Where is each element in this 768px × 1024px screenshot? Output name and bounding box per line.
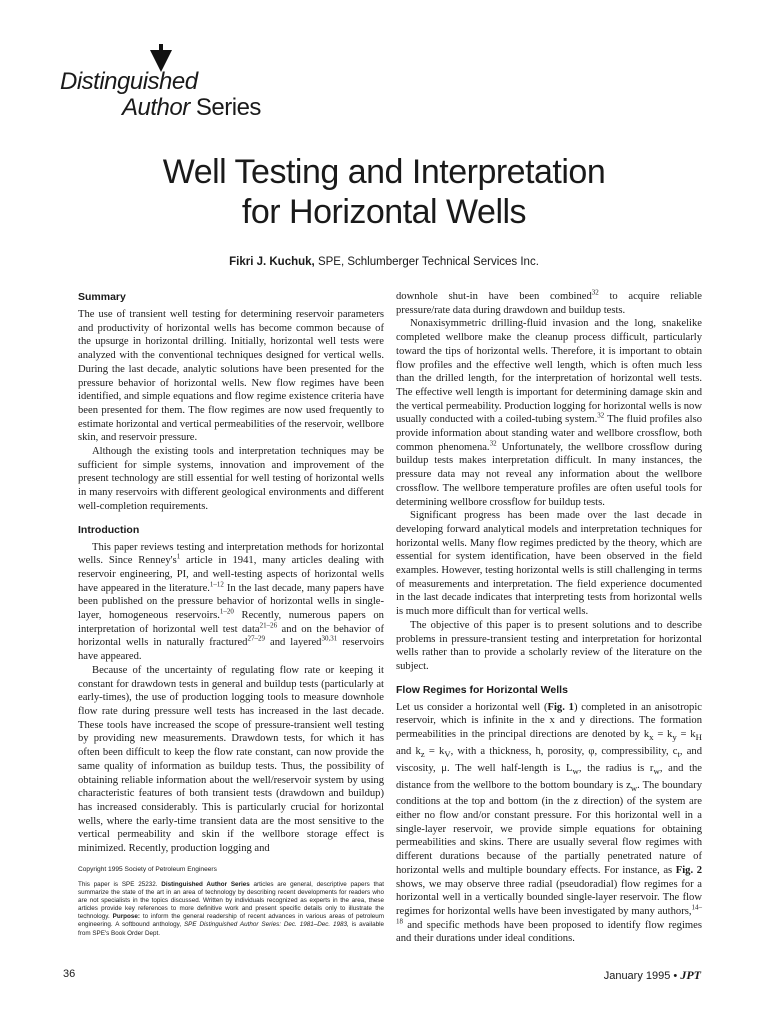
- journal-footer: [604, 968, 701, 983]
- series-title-line1: Distinguished: [60, 68, 198, 95]
- flow-regimes-heading: Flow Regimes for Horizontal Wells: [396, 683, 568, 696]
- copyright-notice: Copyright 1995 Society of Petroleum Engineers: [78, 865, 217, 873]
- series-series-word: Series: [189, 94, 261, 121]
- continued-paragraph: downhole shut-in have been combined$^{32}$ to acquire reliable pressure/rate data during drawdown and buildup tests.: [396, 288, 702, 316]
- page-number: 36: [63, 968, 76, 980]
- summary-paragraph-1: The use of transient well testing for determining reservoir parameters and productivity of horizontal wells has become common because of the upsurge in horizontal drilling. Initially, horizontal well tests were analyzed with the conventional techniques designed for vertical wells. During the last decade, analytic solutions have been presented for the pressure behavior of horizontal wells. New flow regimes have been identified, and simple equations and flow regime existence criteria have been presented for them. The flow regimes are now used frequently to estimate horizontal and vertical permeabilities of the reservoir, wellbore skin, and reservoir pressure.: [78, 309, 384, 444]
- series-title-line2: [122, 94, 261, 122]
- author-name: Fikri J. Kuchuk,: [229, 256, 315, 268]
- wellbore-paragraph: Nonaxisymmetric drilling-fluid invasion and the long, snakelike completed wellbore make the cleanup process difficult, particularly toward the tips of horizontal wells. Therefore, it is important to obtain flow profiles and the effective well length, which is often much less than the drilled length, for the interpretation of horizontal well tests. The effective well length is important for determining damage skin and the vertical permeability. Production logging for horizontal wells is now usually conducted with a coiled-tubing system.$^{32}$ The fluid profiles also provide information about standing water and wellbore crossflow, both common phenomena.$^{32}$ Unfortunately, the wellbore crossflow during buildup tests makes interpretation difficult. In many instances, the pressure data may not reveal any information about the wellbore crossflow. The wellbore temperature profiles are often useful tools for determining wellbore crossflow for buildup tests.: [396, 318, 703, 508]
- title-line1: Well Testing and Interpretation: [162, 153, 606, 191]
- summary-paragraph-2: Although the existing tools and interpretation techniques may be sufficient for simple systems, innovation and improvement of the present technology are still essential for well testing of horizontal wells in many reservoirs with different geological environments and different well-completion requirements.: [78, 446, 384, 512]
- fig1-reference[interactable]: Fig. 1: [547, 701, 574, 713]
- author-affiliation: SPE, Schlumberger Technical Services Inc.: [314, 256, 539, 268]
- introduction-heading: Introduction: [78, 523, 140, 536]
- objective-paragraph: The objective of this paper is to present solutions and to describe problems in pressure-transient testing and interpretation for horizontal wells rather than to provide a scholarly review of the literature on the subject.: [396, 619, 702, 672]
- article-title: [0, 152, 768, 232]
- title-line2: for Horizontal Wells: [241, 193, 527, 231]
- series-author-word: Author: [122, 94, 190, 121]
- right-column: [396, 290, 702, 946]
- series-logo: [60, 50, 320, 130]
- flow-regimes-paragraph: Let us consider a horizontal well (Fig. 1) completed in an anisotropic reservoir, which is infinite in the x and y directions. The formation permeabilities in the principal directions are denoted by $k_x = k_y = k_H$ and $k_z = k_V$, with a thickness, h, porosity, φ, compressibility, $c_t$, and viscosity, μ. The well half-length is $L_w$, the radius is $r_w$, and the distance from the wellbore to the bottom boundary is $z_w$. The boundary conditions at the top and bottom (in the z direction) of the system are either no flow and/or constant pressure. For this horizontal well in a single-layer reservoir, we provide simple equations for obtaining permeabilities and skins. There are usually several flow regimes with different durations because of the partially penetrated nature of horizontal wells and multiple boundary effects. For instance, as Fig. 2 shows, we may observe three radial (pseudoradial) flow regimes for a horizontal well in a vertically bounded single-layer reservoir. The flow regimes for horizontal wells have been investigated by many authors,$^{14-18}$ and specific methods have been proposed to identify flow regimes and their durations under ideal conditions.: [396, 701, 703, 945]
- intro-paragraph-2: Because of the uncertainty of regulating flow rate or keeping it constant for drawdown tests in general and buildup tests (particularly at early-times), the use of production logging tools to measure downhole flow rate during pressure well tests has increased in the last decade. These tools have increased the scope of pressure-transient well testing by providing new measurements. Drawdown tests, for which it has often been difficult to keep the flow rate constant, can now provide the same quality of information as buildup tests. Thus, the possibility of obtaining reliable information about the well/reservoir system by using characteristic features of both transient tests (drawdown and buildup) has increased considerably. This is particularly crucial for horizontal wells, where the early-time transient data are the most sensitive to the vertical permeability and skin if the wellbore storage effect is minimized. Recently, production logging and: [78, 664, 384, 855]
- journal-name: JPT: [680, 968, 701, 982]
- fig2-reference[interactable]: Fig. 2: [675, 864, 702, 876]
- byline: [0, 256, 768, 268]
- left-column: [78, 290, 384, 938]
- intro-paragraph-1: This paper reviews testing and interpretation methods for horizontal wells. Since $Renney's^1$ article in 1941, many articles dealing with reservoir engineering, PI, and well-testing aspects of horizontal wells have appeared in the literature.$^{1-12}$ In the last decade, many papers have been published on the pressure behavior of horizontal wells in single-layer, homogeneous reservoirs.$^{1-20}$ Recently, numerous papers on interpretation of horizontal well test data$^{21-26}$ and on the behavior of horizontal wells in naturally fractured$^{27-29}$ and layered$^{30,31}$ reservoirs have appeared.: [78, 541, 385, 663]
- issue-date: January 1995 •: [603, 970, 681, 982]
- progress-paragraph: Significant progress has been made over the last decade in developing forward analytical models and interpretation techniques for horizontal wells. Many flow regimes predicted by the theory, which are essential for system identification, have been observed in the field examples. However, testing horizontal wells is still challenging in terms of measurements and interpretation. The field experience documented in the last decade indicates that interpreting tests from horizontal wells is much more difficult than for vertical wells.: [396, 510, 702, 618]
- series-footnote: This paper is SPE 25232. Distinguished Author Series articles are general, descriptive papers that summarize the state of the art in an area of technology by describing recent developments for readers who are not specialists in the topics discussed. Written by individuals recognized as experts in the area, these articles provide key references to more definitive work and present specific details only to illustrate the technology. Purpose: to inform the general readership of recent advances in various areas of petroleum engineering. A softbound anthology, SPE Distinguished Author Series: Dec. 1981–Dec. 1983, is available from SPE's Book Order Dept.: [78, 881, 385, 937]
- summary-heading: Summary: [78, 291, 126, 303]
